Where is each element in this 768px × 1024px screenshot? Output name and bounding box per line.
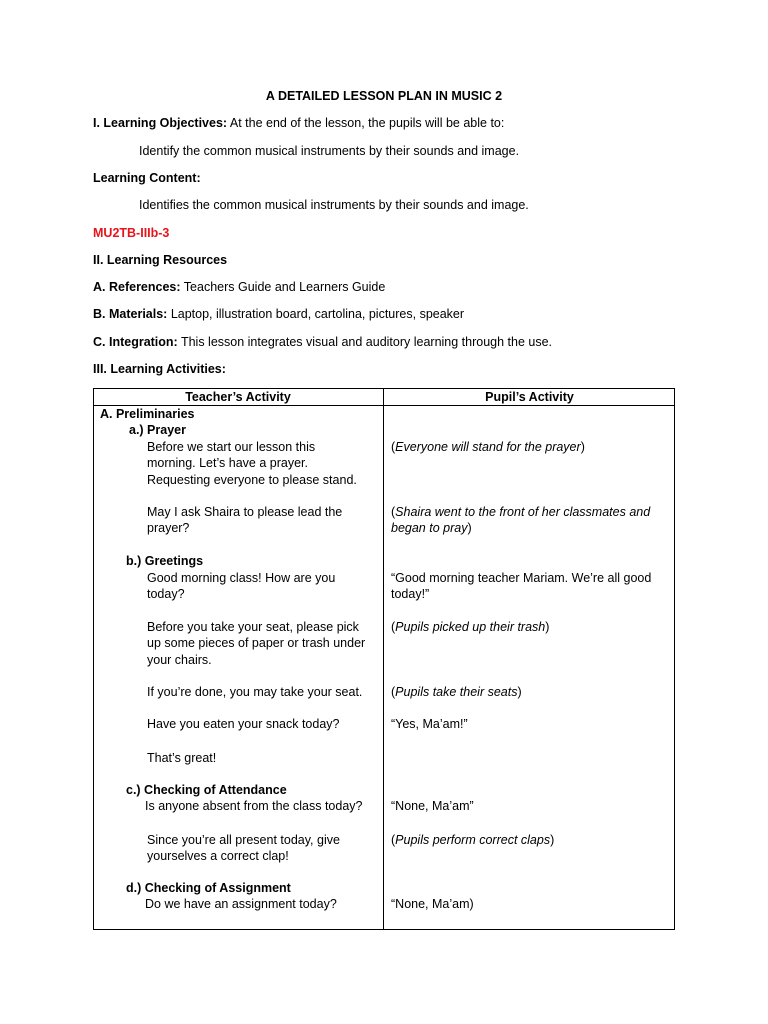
- integration-line: [93, 334, 552, 350]
- pupil-lead-prayer-text-1: Shaira went to the front of her classmates and: [395, 505, 651, 519]
- integration-label: C. Integration:: [93, 335, 178, 349]
- greetings-heading: b.) Greetings: [126, 554, 204, 568]
- activities-label: III. Learning Activities:: [93, 362, 226, 376]
- content-label: Learning Content:: [93, 171, 201, 185]
- materials-text: Laptop, illustration board, cartolina, pictures, speaker: [167, 307, 465, 321]
- materials-line: [93, 306, 464, 322]
- teacher-absent: Is anyone absent from the class today?: [145, 799, 363, 813]
- teacher-clap-line-2: yourselves a correct clap!: [147, 849, 289, 863]
- teacher-greeting-line-1: Good morning class! How are you: [147, 571, 336, 585]
- teacher-prayer-line-2: morning. Let’s have a prayer.: [147, 456, 308, 470]
- attendance-heading: c.) Checking of Attendance: [126, 783, 287, 797]
- references-line: [93, 279, 385, 295]
- objectives-line: [93, 115, 504, 131]
- objectives-label: I. Learning Objectives:: [93, 116, 228, 130]
- pupil-lead-prayer-text-2: began to pray: [391, 521, 468, 535]
- teacher-greeting-line-2: today?: [147, 587, 185, 601]
- resources-label: II. Learning Resources: [93, 253, 228, 267]
- content-item: Identifies the common musical instruments by their sounds and image.: [139, 198, 529, 212]
- pupil-trash: (Pupils picked up their trash): [391, 620, 550, 634]
- teacher-prayer-line-3: Requesting everyone to please stand.: [147, 473, 357, 487]
- table-column-divider: [383, 388, 384, 930]
- integration-text: This lesson integrates visual and auditory learning through the use.: [177, 335, 553, 349]
- teacher-activity-header: Teacher’s Activity: [185, 390, 291, 404]
- teacher-assignment: Do we have an assignment today?: [145, 897, 337, 911]
- pupil-assignment: “None, Ma’am): [391, 897, 474, 911]
- pupil-prayer: (Everyone will stand for the prayer): [391, 440, 585, 454]
- page-title: A DETAILED LESSON PLAN IN MUSIC 2: [265, 89, 503, 103]
- pupil-prayer-text: Everyone will stand for the prayer: [395, 440, 581, 454]
- teacher-trash-line-2: up some pieces of paper or trash under: [147, 636, 366, 650]
- assignment-heading: d.) Checking of Assignment: [126, 881, 291, 895]
- teacher-snack: Have you eaten your snack today?: [147, 717, 340, 731]
- pupil-clap: (Pupils perform correct claps): [391, 833, 555, 847]
- teacher-trash-line-3: your chairs.: [147, 653, 212, 667]
- pupil-seat: (Pupils take their seats): [391, 685, 522, 699]
- prayer-heading: a.) Prayer: [129, 423, 186, 437]
- teacher-seat: If you’re done, you may take your seat.: [147, 685, 363, 699]
- pupil-lead-prayer-line-1: (Shaira went to the front of her classmates and: [391, 505, 651, 519]
- pupil-lead-prayer-line-2: began to pray): [391, 521, 472, 535]
- preliminaries-heading: A. Preliminaries: [100, 407, 195, 421]
- materials-label: B. Materials:: [93, 307, 168, 321]
- references-text: Teachers Guide and Learners Guide: [180, 280, 386, 294]
- teacher-trash-line-1: Before you take your seat, please pick: [147, 620, 359, 634]
- pupil-clap-text: Pupils perform correct claps: [395, 833, 551, 847]
- pupil-seat-text: Pupils take their seats: [395, 685, 518, 699]
- pupil-activity-header: Pupil’s Activity: [485, 390, 574, 404]
- objectives-text: At the end of the lesson, the pupils will be able to:: [227, 116, 505, 130]
- pupil-snack: “Yes, Ma’am!”: [391, 717, 468, 731]
- pupil-trash-text: Pupils picked up their trash: [395, 620, 546, 634]
- teacher-great: That’s great!: [147, 751, 217, 765]
- teacher-lead-prayer-line-1: May I ask Shaira to please lead the: [147, 505, 343, 519]
- teacher-lead-prayer-line-2: prayer?: [147, 521, 190, 535]
- teacher-clap-line-1: Since you’re all present today, give: [147, 833, 340, 847]
- pupil-greeting-line-2: today!”: [391, 587, 430, 601]
- objectives-item: Identify the common musical instruments by their sounds and image.: [139, 144, 520, 158]
- teacher-prayer-line-1: Before we start our lesson this: [147, 440, 316, 454]
- references-label: A. References:: [93, 280, 181, 294]
- pupil-absent: “None, Ma’am”: [391, 799, 474, 813]
- competency-code: MU2TB-IIIb-3: [93, 226, 170, 240]
- pupil-greeting-line-1: “Good morning teacher Mariam. We’re all good: [391, 571, 652, 585]
